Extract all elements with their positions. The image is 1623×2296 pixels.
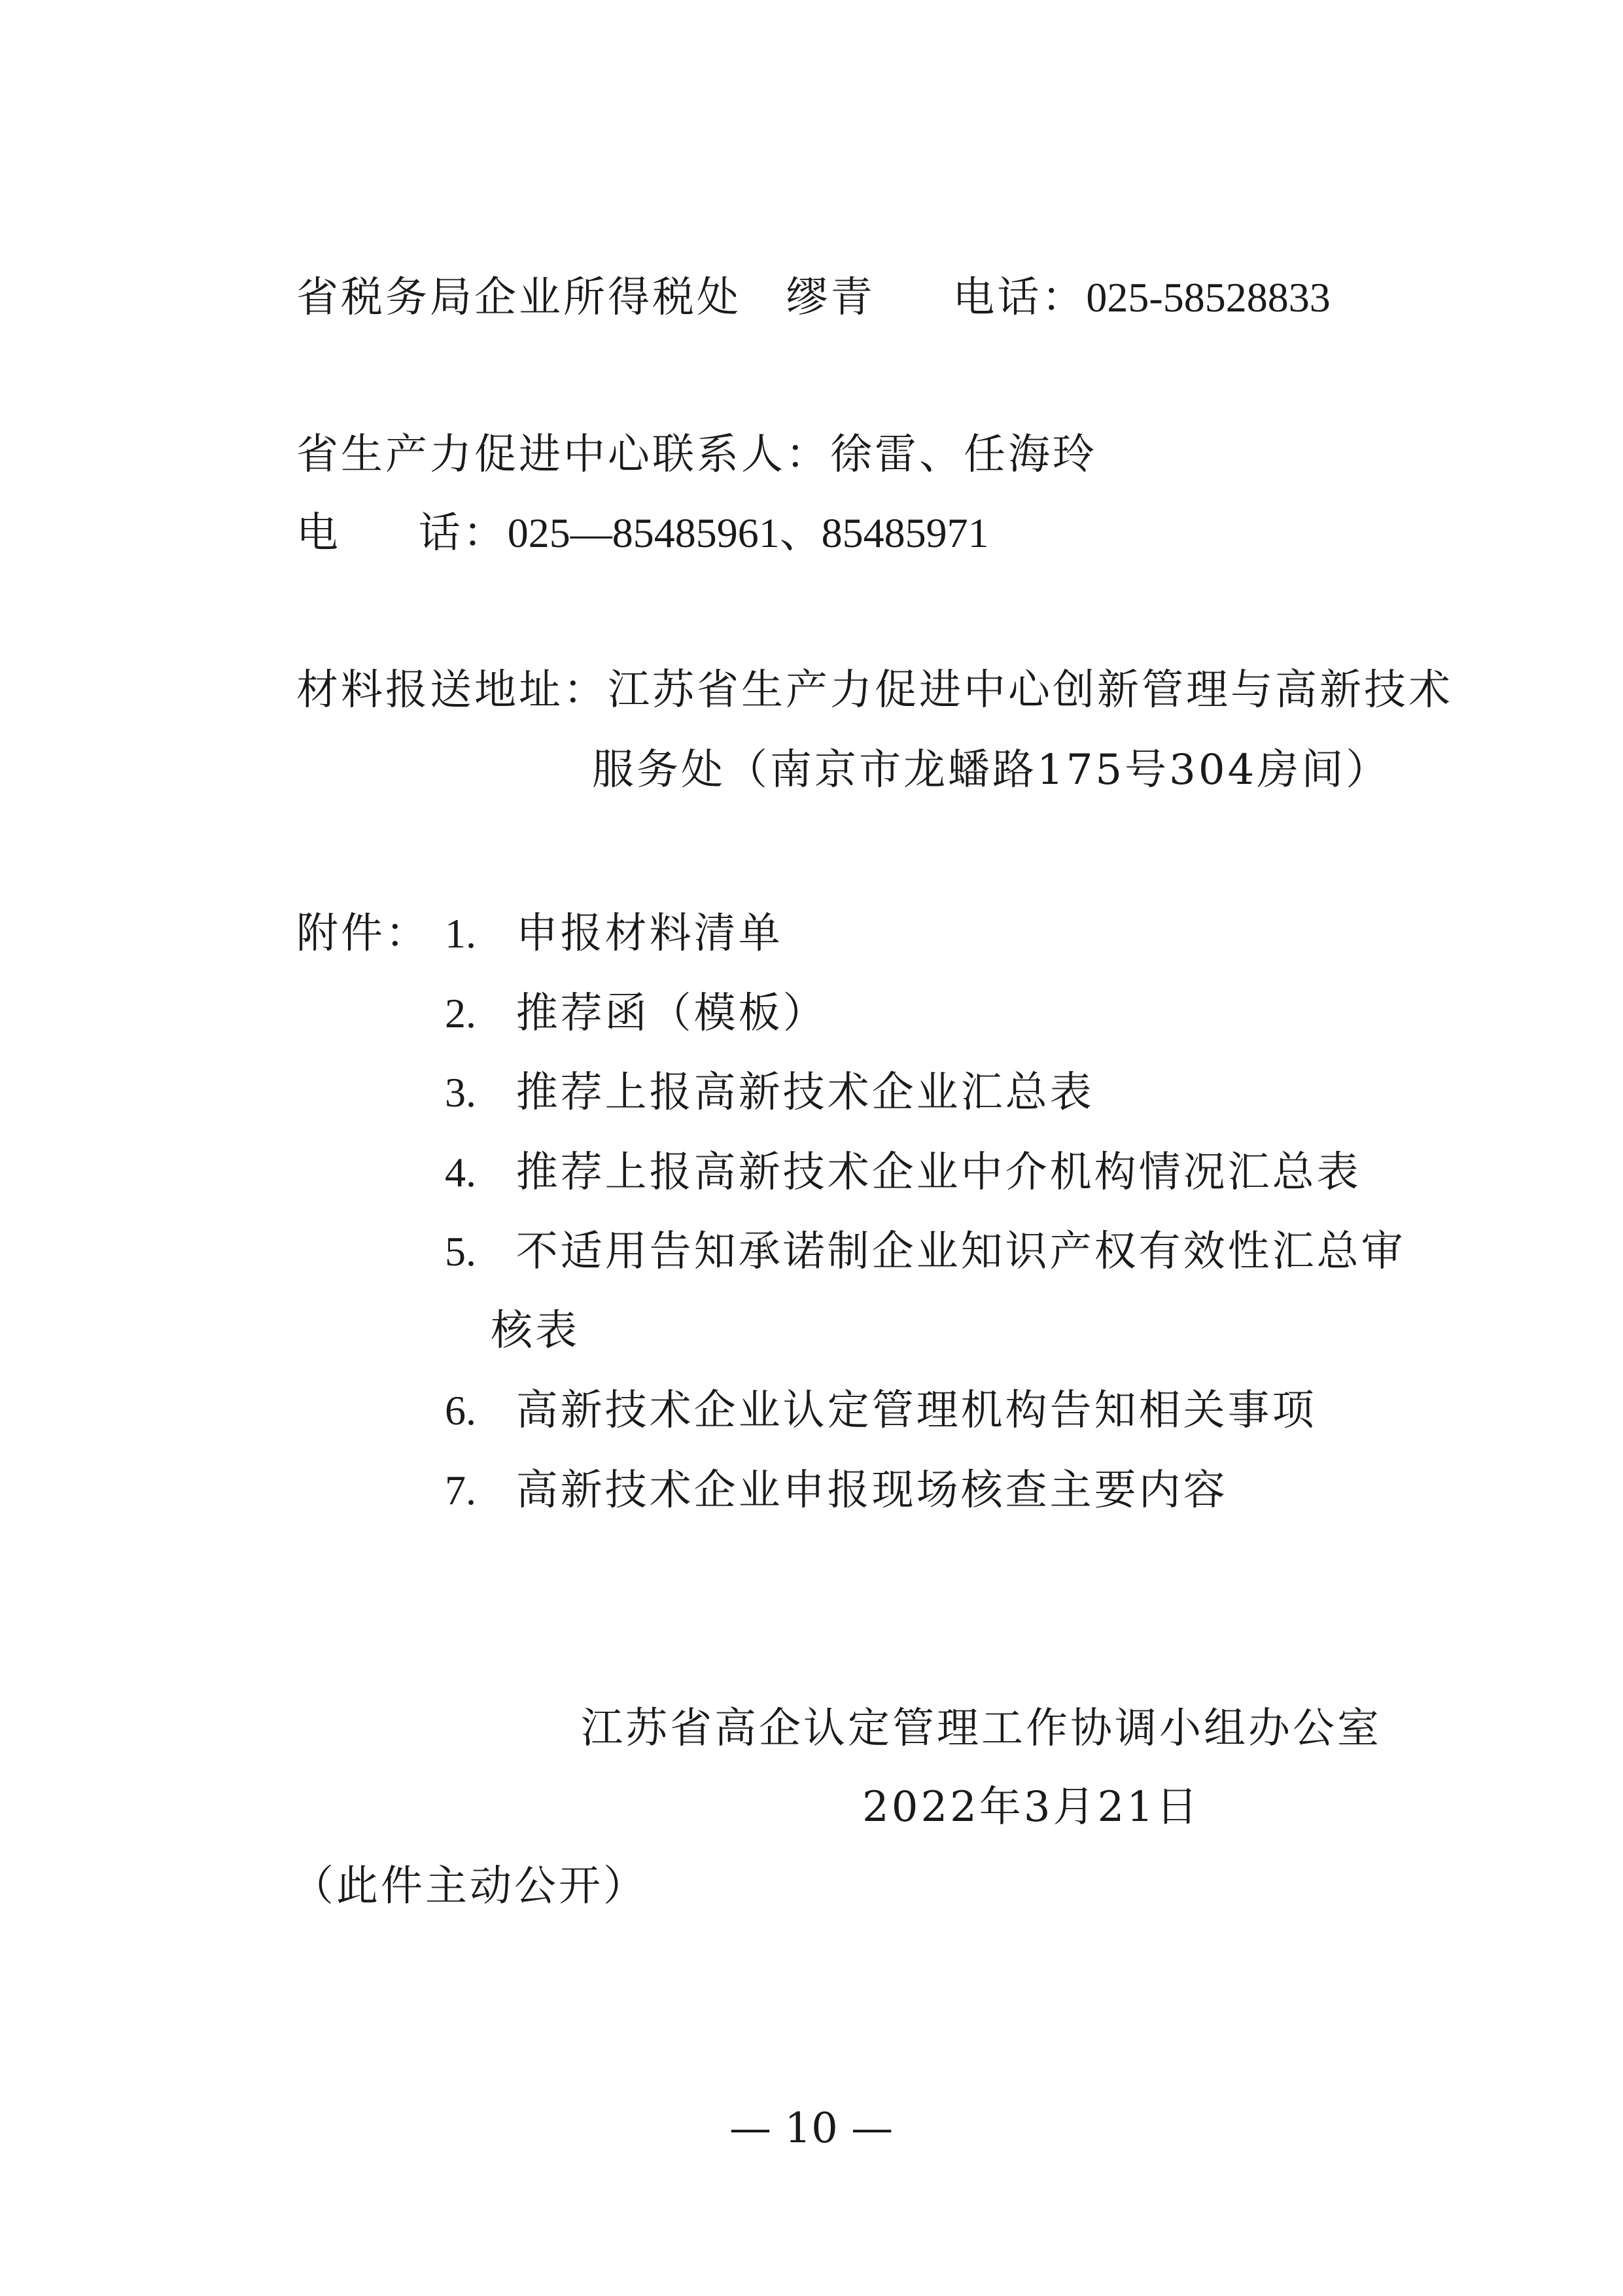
attachment-num: 4. (445, 1149, 476, 1195)
attachment-item-7 (445, 1464, 1228, 1517)
center-contact-names: 徐雷、任海玲 (830, 431, 1097, 479)
attachment-text: 高新技术企业申报现场核查主要内容 (515, 1466, 1228, 1515)
center-phone-label-1: 电 (296, 509, 341, 557)
page-number: — 10 — (729, 2104, 894, 2153)
attachment-num: 7. (445, 1467, 476, 1513)
attachment-item-5 (445, 1226, 1406, 1278)
attachment-text: 高新技术企业认定管理机构告知相关事项 (515, 1386, 1317, 1435)
center-phone-label-2: 话： (418, 509, 508, 557)
attachment-item-3 (445, 1067, 1094, 1119)
attachment-item-6 (445, 1385, 1317, 1437)
attachment-num: 3. (445, 1069, 476, 1116)
address-line-2 (592, 744, 1390, 796)
tax-bureau-org: 省税务局企业所得税处 (296, 274, 741, 322)
attachment-text: 推荐上报高新技术企业汇总表 (515, 1069, 1094, 1117)
center-phone-numbers: 025—85485961、85485971 (507, 510, 989, 556)
disclosure-note: （此件主动公开） (292, 1862, 648, 1911)
center-contact-label: 省生产力促进中心联系人： (296, 431, 830, 479)
attachment-text: 申报材料清单 (515, 910, 783, 958)
attachment-item-2 (445, 987, 828, 1040)
attachment-text: 推荐上报高新技术企业中介机构情况汇总表 (515, 1148, 1361, 1197)
signature-office: 江苏省高企认定管理工作协调小组办公室 (581, 1704, 1382, 1753)
address-label: 材料报送地址： (296, 666, 608, 715)
tax-bureau-person: 缪青 (786, 274, 875, 322)
tax-bureau-contact (296, 272, 1331, 324)
attachment-text: 推荐函（模板） (515, 989, 828, 1038)
attachment-item-5-continued: 核表 (491, 1307, 580, 1355)
address-text-2: 服务处（南京市龙蟠路175号304房间） (592, 746, 1391, 794)
attachment-item-1 (445, 908, 783, 960)
attachment-num: 5. (445, 1228, 476, 1275)
attachment-num: 2. (445, 990, 476, 1036)
attachment-num: 6. (445, 1387, 476, 1434)
signature-date: 2022年3月21日 (862, 1783, 1201, 1831)
center-contact-phones (296, 507, 989, 559)
attachment-text: 不适用告知承诺制企业知识产权有效性汇总审 (515, 1227, 1406, 1276)
attachment-num: 1. (445, 910, 476, 957)
address-line-1 (296, 664, 1453, 716)
attachments-label: 附件： (296, 910, 430, 958)
tax-bureau-phone: 025-58528833 (1086, 274, 1331, 321)
tax-bureau-phone-label: 电话： (952, 274, 1087, 322)
center-contact-persons (296, 429, 1097, 481)
address-text-1: 江苏省生产力促进中心创新管理与高新技术 (608, 666, 1453, 715)
attachment-item-4 (445, 1146, 1361, 1199)
